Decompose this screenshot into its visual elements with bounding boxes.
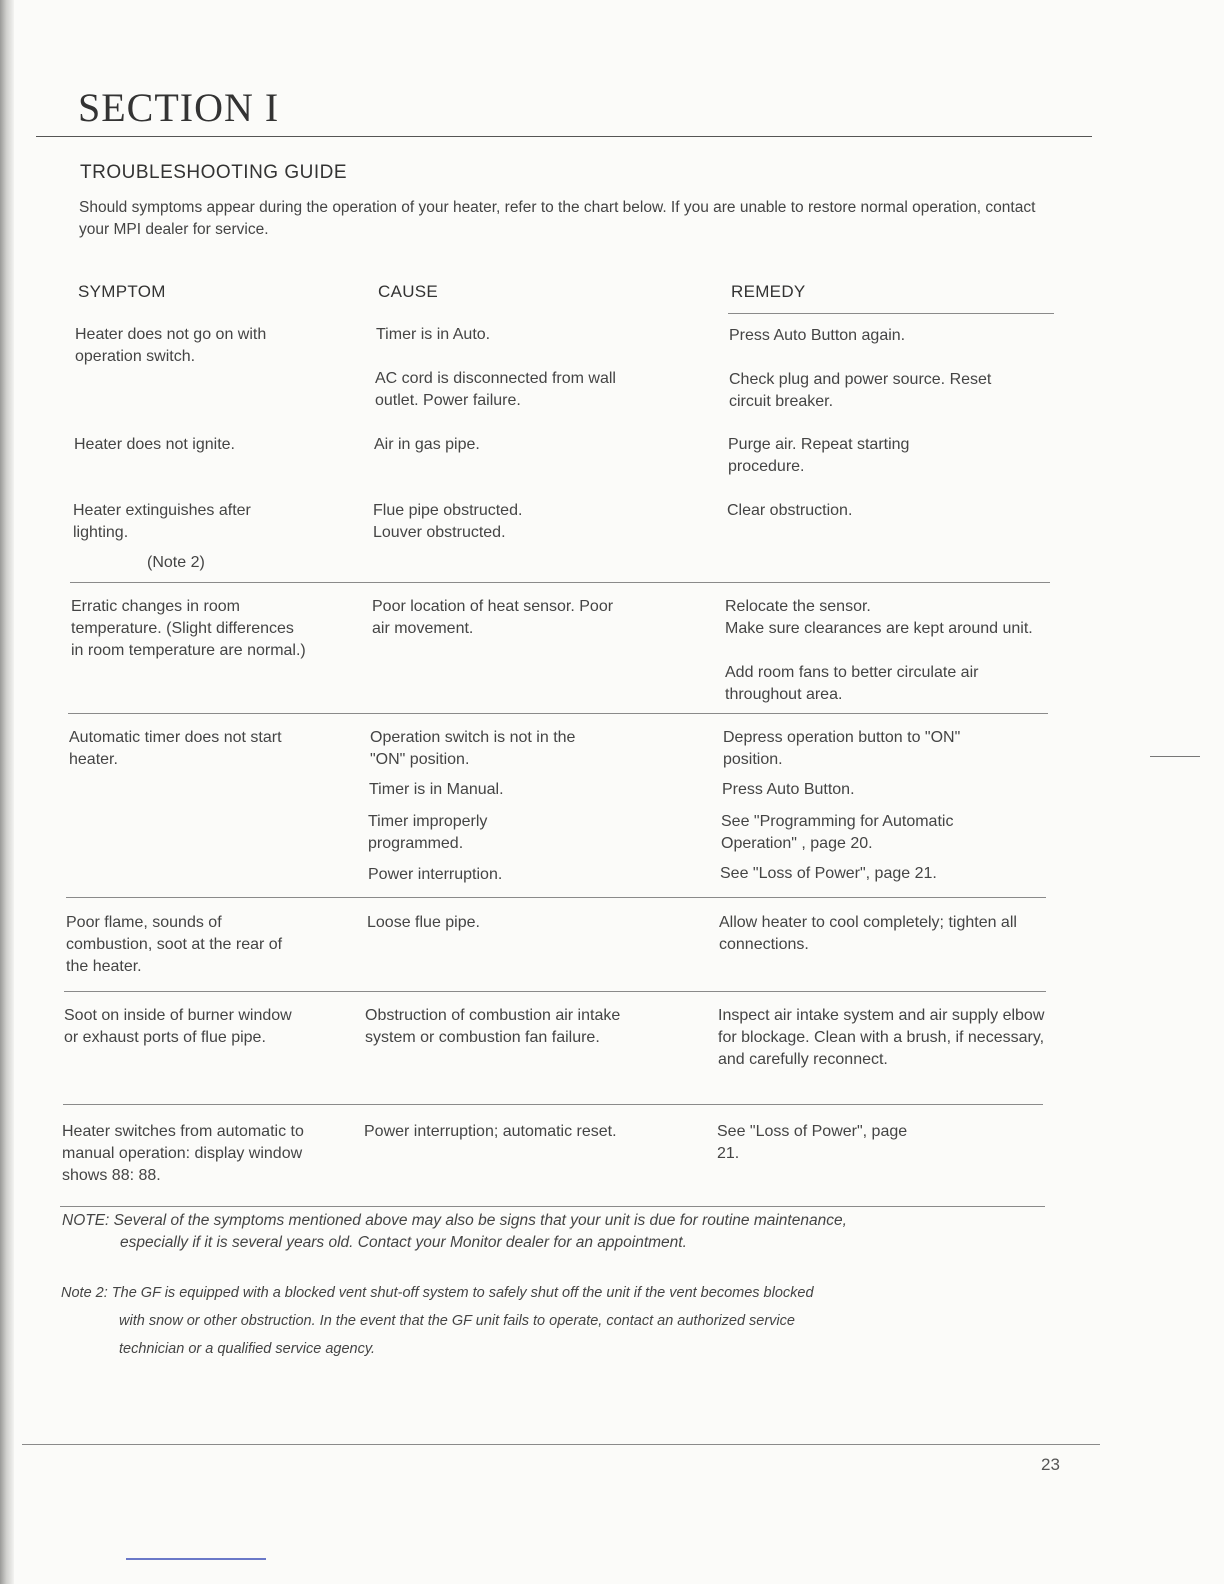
page-number: 23 bbox=[1041, 1455, 1060, 1474]
row7-symptom: Soot on inside of burner window or exhaust ports of flue pipe. bbox=[64, 1007, 292, 1046]
row4-cause: Poor location of heat sensor. Poor air movement. bbox=[372, 598, 614, 637]
row2-symptom: Heater does not ignite. bbox=[74, 436, 235, 453]
row6-remedy: Allow heater to cool completely; tighten all connections. bbox=[719, 914, 1017, 953]
note-2-line2: with snow or other obstruction. In the event that the GF unit fails to operate, contact an authorized service bbox=[119, 1313, 795, 1329]
table-bottom-rule bbox=[60, 1206, 1045, 1207]
row2-remedy: Purge air. Repeat starting procedure. bbox=[728, 436, 910, 475]
row-divider bbox=[70, 582, 1050, 583]
row1-symptom: Heater does not go on with operation switch. bbox=[75, 326, 267, 365]
intro-text: Should symptoms appear during the operation of your heater, refer to the chart below. If you are unable to restore normal operation, contact your MPI dealer for service. bbox=[79, 199, 1036, 238]
row3-symptom: Heater extinguishes after lighting. bbox=[73, 502, 251, 541]
row5-remedy-b: Press Auto Button. bbox=[722, 781, 855, 798]
row5-remedy-c: See "Programming for Automatic Operation" , page 20. bbox=[721, 813, 954, 852]
row3-cause: Flue pipe obstructed. Louver obstructed. bbox=[373, 502, 523, 541]
row6-symptom: Poor flame, sounds of combustion, soot at the rear of the heater. bbox=[66, 914, 283, 975]
header-rule bbox=[36, 136, 1092, 137]
row2-cause: Air in gas pipe. bbox=[374, 436, 480, 453]
col-head-remedy: REMEDY bbox=[731, 282, 806, 301]
row1-remedy-a: Press Auto Button again. bbox=[729, 327, 906, 344]
note-2-line3: technician or a qualified service agency. bbox=[119, 1341, 376, 1357]
row5-remedy-a: Depress operation button to "ON" position. bbox=[723, 729, 961, 768]
note-2-line1: Note 2: The GF is equipped with a blocked vent shut-off system to safely shut off the unit if the vent becomes blocked bbox=[61, 1285, 814, 1301]
table-header-rule bbox=[728, 313, 1054, 314]
row5-remedy-d: See "Loss of Power", page 21. bbox=[720, 865, 937, 882]
row7-cause: Obstruction of combustion air intake system or combustion fan failure. bbox=[365, 1007, 621, 1046]
col-head-cause: CAUSE bbox=[378, 282, 439, 301]
row1-cause-b: AC cord is disconnected from wall outlet. Power failure. bbox=[375, 370, 616, 409]
note-2 bbox=[61, 1279, 1061, 1363]
row3-remedy: Clear obstruction. bbox=[727, 502, 853, 519]
row5-cause-a: Operation switch is not in the "ON" position. bbox=[370, 729, 576, 768]
maintenance-note bbox=[62, 1210, 1062, 1254]
blue-underline-mark bbox=[126, 1558, 266, 1560]
row5-cause-d: Power interruption. bbox=[368, 866, 503, 883]
row1-cause-a: Timer is in Auto. bbox=[376, 326, 491, 343]
row4-remedy-a: Relocate the sensor. bbox=[725, 598, 871, 615]
page-binding-shadow bbox=[0, 0, 14, 1584]
row7-remedy: Inspect air intake system and air supply elbow for blockage. Clean with a brush, if necessary, and carefully reconnect. bbox=[718, 1007, 1045, 1068]
row5-cause-b: Timer is in Manual. bbox=[369, 781, 504, 798]
row-divider bbox=[68, 713, 1048, 714]
maintenance-note-line1: NOTE: Several of the symptoms mentioned above may also be signs that your unit is due for routine maintenance, bbox=[62, 1212, 847, 1229]
row8-symptom: Heater switches from automatic to manual operation: display window shows 88: 88. bbox=[62, 1123, 304, 1184]
row5-symptom: Automatic timer does not start heater. bbox=[69, 729, 282, 768]
row4-symptom: Erratic changes in room temperature. (Slight differences in room temperature are normal.) bbox=[71, 598, 306, 659]
row-divider bbox=[66, 897, 1046, 898]
margin-mark bbox=[1150, 756, 1200, 757]
guide-title: TROUBLESHOOTING GUIDE bbox=[80, 162, 348, 183]
row4-remedy-c: Add room fans to better circulate air throughout area. bbox=[725, 664, 979, 703]
maintenance-note-line2: especially if it is several years old. Contact your Monitor dealer for an appointment. bbox=[120, 1234, 687, 1251]
footer-rule bbox=[22, 1444, 1100, 1445]
row4-remedy-b: Make sure clearances are kept around unit. bbox=[725, 620, 1033, 637]
row-divider bbox=[63, 1104, 1043, 1105]
row5-cause-c: Timer improperly programmed. bbox=[368, 813, 488, 852]
section-title: SECTION I bbox=[78, 85, 280, 130]
row6-cause: Loose flue pipe. bbox=[367, 914, 480, 931]
row3-note: (Note 2) bbox=[147, 554, 205, 571]
col-head-symptom: SYMPTOM bbox=[78, 282, 166, 301]
row-divider bbox=[64, 991, 1046, 992]
row8-remedy: See "Loss of Power", page 21. bbox=[717, 1123, 908, 1162]
row8-cause: Power interruption; automatic reset. bbox=[364, 1123, 617, 1140]
row1-remedy-b: Check plug and power source. Reset circuit breaker. bbox=[729, 371, 992, 410]
